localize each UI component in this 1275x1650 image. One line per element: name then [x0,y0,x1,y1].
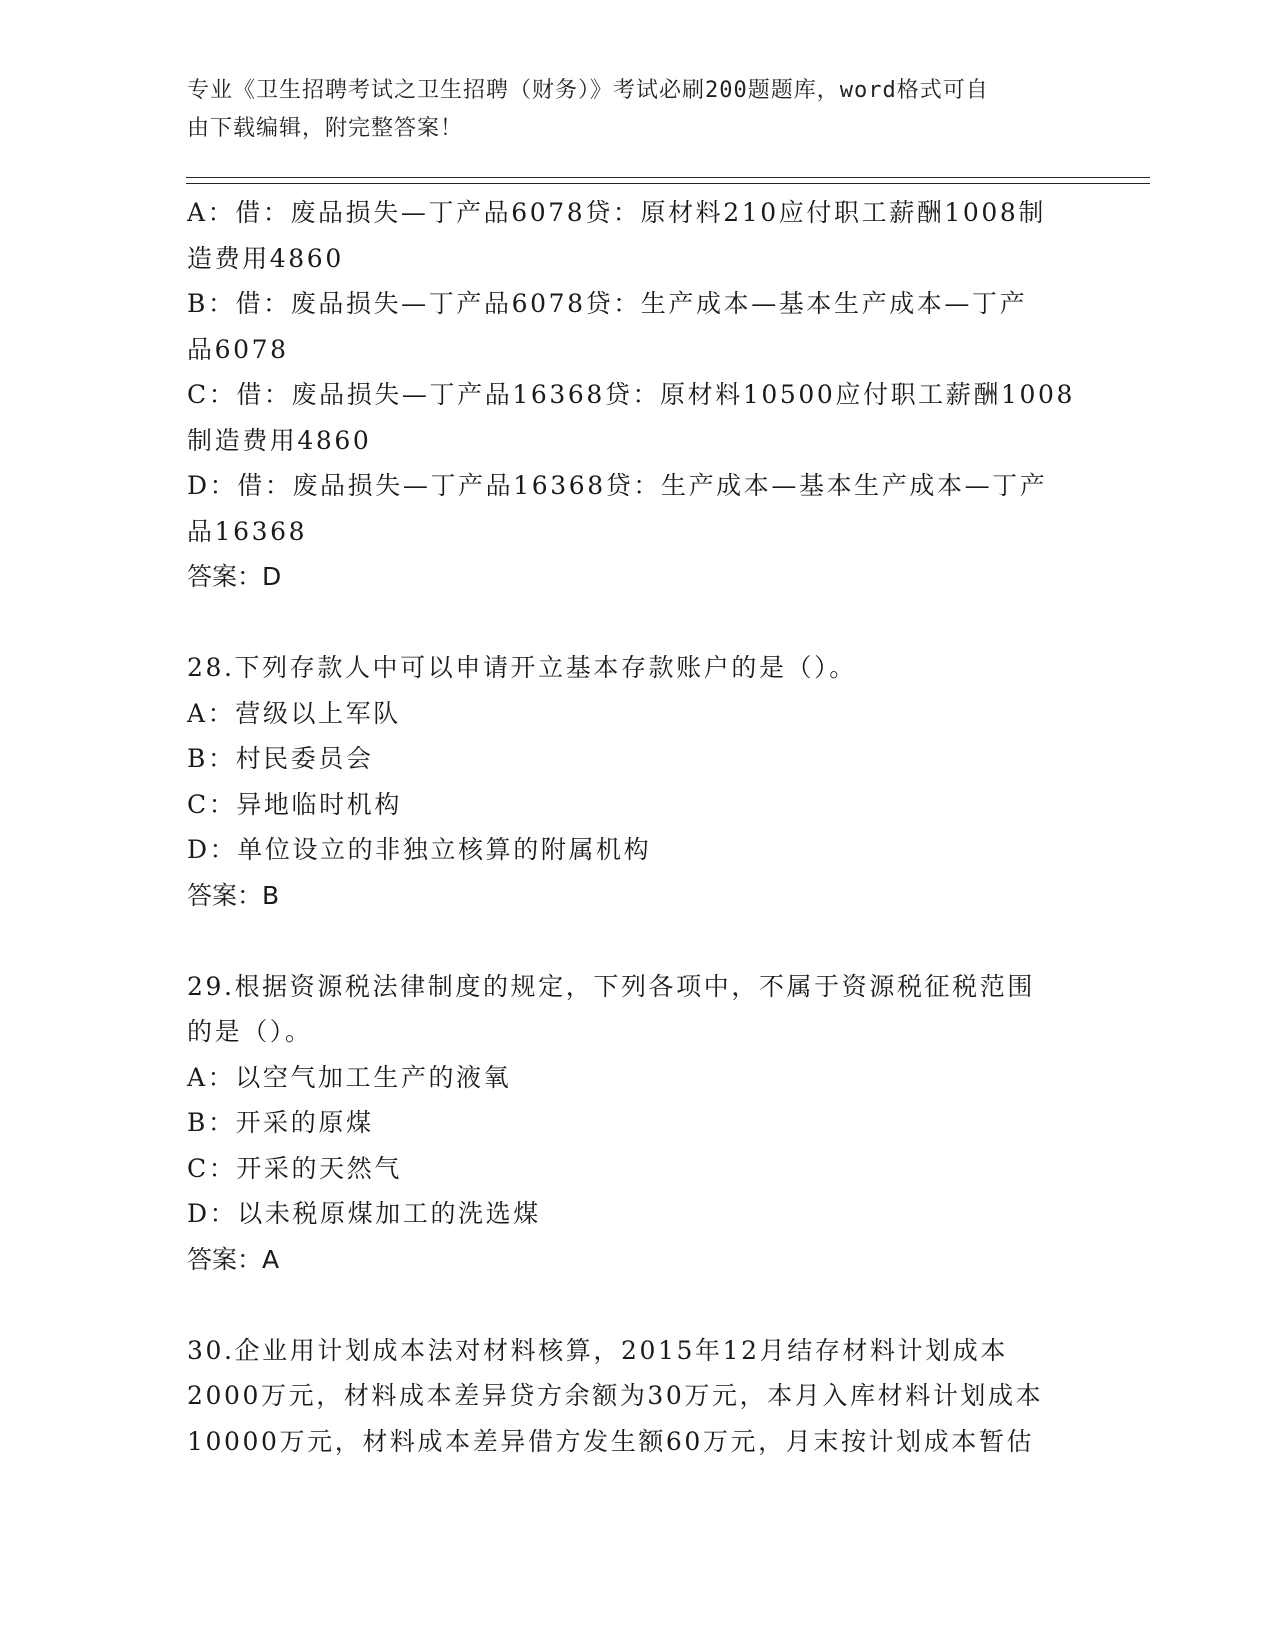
option-b: B：村民委员会 [187,744,374,773]
spacer [187,600,1087,646]
question-29 [187,964,1087,1283]
option-d-line-2: 品16368 [187,516,308,546]
answer-28: 答案：B [187,880,280,910]
option-a: A：营级以上军队 [187,698,401,728]
option-c: C：异地临时机构 [187,789,402,819]
document-header [187,72,1067,148]
question-30-stem-line-3: 10000万元，材料成本差异借方发生额60万元，月末按计划成本暂估 [187,1426,1035,1456]
question-30 [187,1328,1087,1465]
question-29-stem-line-2: 的是（）。 [187,1017,313,1046]
header-line-1: 专业《卫生招聘考试之卫生招聘（财务）》考试必刷200题题库，word格式可自 [187,78,989,103]
option-b-line-2: 品6078 [187,334,289,364]
option-d: D：单位设立的非独立核算的附属机构 [187,835,652,864]
option-b: B：开采的原煤 [187,1108,374,1137]
option-c-line-2: 制造费用4860 [187,425,372,455]
option-d-line-1: D：借：废品损失—丁产品16368贷：生产成本—基本生产成本—丁产 [187,471,1048,500]
option-a-line-2: 造费用4860 [187,243,344,273]
answer-29: 答案：A [187,1244,280,1274]
option-d: D：以未税原煤加工的洗选煤 [187,1199,541,1228]
header-divider-bottom [186,183,1150,184]
option-c: C：开采的天然气 [187,1153,402,1183]
spacer [187,918,1087,964]
question-30-stem-line-1: 30.企业用计划成本法对材料核算，2015年12月结存材料计划成本 [187,1335,1008,1365]
question-27-options [187,190,1087,600]
document-body [187,190,1087,1464]
option-a-line-1: A：借：废品损失—丁产品6078贷：原材料210应付职工薪酬1008制 [187,198,1047,227]
option-c-line-1: C：借：废品损失—丁产品16368贷：原材料10500应付职工薪酬1008 [187,380,1076,409]
header-line-2: 由下载编辑，附完整答案！ [187,116,464,141]
question-30-stem-line-2: 2000万元，材料成本差异贷方余额为30万元，本月入库材料计划成本 [187,1381,1044,1410]
question-29-stem-line-1: 29.根据资源税法律制度的规定，下列各项中，不属于资源税征税范围 [187,971,1035,1001]
option-a: A：以空气加工生产的液氧 [187,1062,512,1092]
answer-27: 答案：D [187,562,282,591]
question-28 [187,645,1087,918]
header-divider-top [186,177,1150,178]
option-b-line-1: B：借：废品损失—丁产品6078贷：生产成本—基本生产成本—丁产 [187,289,1028,318]
spacer [187,1282,1087,1328]
question-28-stem: 28.下列存款人中可以申请开立基本存款账户的是（）。 [187,653,857,682]
